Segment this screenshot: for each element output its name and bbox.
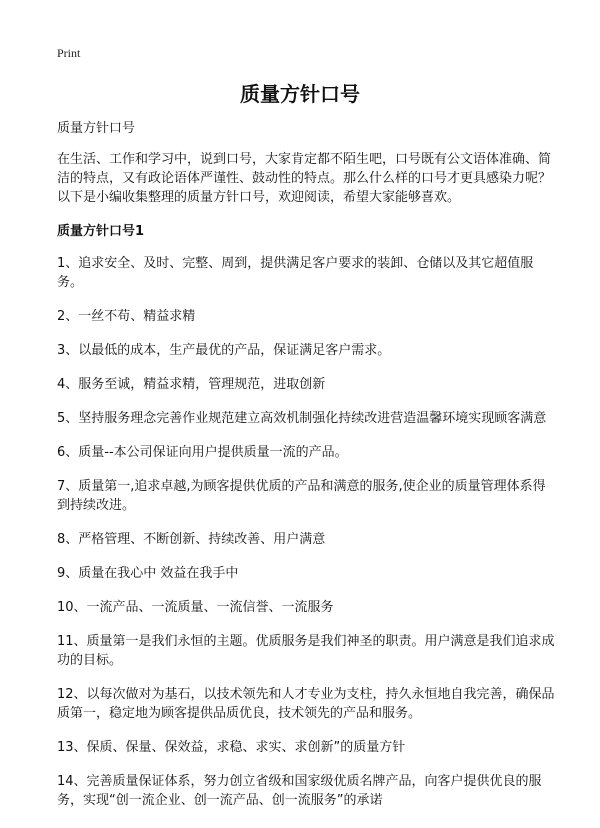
- slogan-item: 7、质量第一,追求卓越,为顾客提供优质的产品和满意的服务,使企业的质量管理体系得到持续改进。: [57, 479, 546, 513]
- slogan-item: 3、以最低的成本，生产最优的产品，保证满足客户需求。: [57, 343, 391, 358]
- intro-paragraph: 在生活、工作和学习中，说到口号，大家肯定都不陌生吧，口号既有公文语体准确、简洁的特点，又有政论语体严谨性、鼓动性的特点。那么什么样的口号才更具感染力呢？以下是小编收集整理的质量方针口号，欢迎阅读，希望大家能够喜欢。: [57, 152, 552, 205]
- slogan-item: 4、服务至诚，精益求精，管理规范，进取创新: [57, 377, 326, 392]
- slogan-item: 12、以每次做对为基石，以技术领先和人才专业为支柱，持久永恒地自我完善，确保品质第一，稳定地为顾客提供品质优良，技术领先的产品和服务。: [57, 687, 555, 721]
- document-body: [57, 119, 557, 825]
- slogan-item: 14、完善质量保证体系，努力创立省级和国家级优质名牌产品，向客户提供优良的服务，实现“创一流企业、创一流产品、创一流服务”的承诺: [57, 774, 542, 808]
- section-heading: 质量方针口号1: [57, 224, 145, 239]
- print-link[interactable]: Print: [57, 46, 81, 60]
- page-title: 质量方针口号: [240, 82, 360, 106]
- document-subtitle: 质量方针口号: [57, 121, 136, 136]
- slogan-item: 13、保质、保量、保效益，求稳、求实、求创新”的质量方针: [57, 740, 406, 755]
- slogan-item: 8、严格管理、不断创新、持续改善、用户满意: [57, 532, 326, 547]
- slogan-item: 6、质量--本公司保证向用户提供质量一流的产品。: [57, 445, 348, 460]
- slogan-item: 1、追求安全、及时、完整、周到，提供满足客户要求的装卸、仓储以及其它超值服务。: [57, 256, 534, 290]
- slogan-item: 5、坚持服务理念完善作业规范建立高效机制强化持续改进营造温馨环境实现顾客满意: [57, 411, 547, 426]
- slogan-item: 10、一流产品、一流质量、一流信誉、一流服务: [57, 600, 334, 615]
- slogan-item: 9、质量在我心中 效益在我手中: [57, 566, 239, 581]
- slogan-item: 2、一丝不苟、精益求精: [57, 309, 196, 324]
- slogan-item: 11、质量第一是我们永恒的主题。优质服务是我们神圣的职责。用户满意是我们追求成功的目标。: [57, 634, 555, 668]
